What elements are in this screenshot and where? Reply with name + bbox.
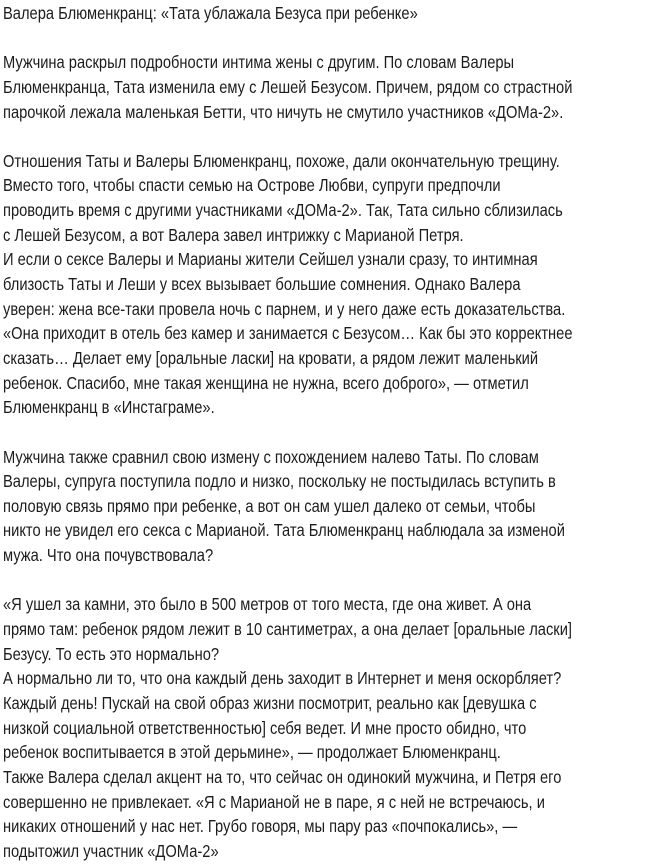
spacer	[3, 26, 670, 51]
text-line: И если о сексе Валеры и Марианы жители Сейшел узнали сразу, то интимная	[3, 249, 538, 270]
text-line: Также Валера сделал акцент на то, что сейчас он одинокий мужчина, и Петря его	[3, 766, 562, 787]
text-line: совершенно не привлекает. «Я с Марианой не в паре, я с ней не встречаюсь, и	[3, 791, 545, 812]
paragraph-2	[3, 149, 670, 420]
article-title: Валера Блюменкранц: «Тата ублажала Безуса при ребенке»	[3, 3, 418, 23]
text-line: «Я ушел за камни, это было в 500 метров от того места, где она живет. А она	[3, 594, 532, 615]
text-line: Отношения Таты и Валеры Блюменкранц, похоже, дали окончательную трещину.	[3, 150, 560, 171]
text-line: Безусу. То есть это нормально?	[3, 643, 220, 664]
text-line: низкой социальной ответственностью] себя ведет. И мне просто обидно, что	[3, 717, 527, 738]
text-line: парочкой лежала маленькая Бетти, что ничуть не смутило участников «ДОМа-2».	[3, 101, 564, 122]
text-line: мужа. Что она почувствовала?	[3, 545, 214, 566]
text-line: ребенок. Спасибо, мне такая женщина не нужна, всего доброго», — отметил	[3, 372, 529, 393]
text-line: проводить время с другими участниками «ДОМа-2». Так, Тата сильно сблизилась	[3, 200, 563, 221]
text-line: Блюменкранца, Тата изменила ему с Лешей Безусом. Причем, рядом со страстной	[3, 76, 573, 97]
text-line: ребенок воспитывается в этой дерьмине», — продолжает Блюменкранц.	[3, 742, 501, 763]
article	[3, 1, 670, 863]
paragraph-1	[3, 50, 670, 124]
text-line: Мужчина раскрыл подробности интима жены с другим. По словам Валеры	[3, 52, 515, 73]
text-line: Блюменкранц в «Инстаграме».	[3, 397, 215, 418]
text-line: с Лешей Безусом, а вот Валера завел интрижку с Марианой Петря.	[3, 224, 464, 245]
text-line: близость Таты и Леши у всех вызывает большие сомнения. Однако Валера	[3, 274, 521, 295]
text-line: прямо там: ребенок рядом лежит в 10 сантиметрах, а она делает [оральные ласки]	[3, 619, 573, 640]
text-line: А нормально ли то, что она каждый день заходит в Интернет и меня оскорбляет?	[3, 668, 562, 689]
paragraph-4	[3, 592, 670, 863]
text-line: никаких отношений у нас нет. Грубо говоря, мы пару раз «почпокались», —	[3, 816, 518, 837]
text-line: Мужчина также сравнил свою измену с похождением налево Таты. По словам	[3, 446, 539, 467]
spacer	[3, 420, 670, 445]
text-line: никто не увидел его секса с Марианой. Тата Блюменкранц наблюдала за изменой	[3, 520, 565, 541]
text-line: половую связь прямо при ребенке, а вот он сам ушел далеко от семьи, чтобы	[3, 495, 536, 516]
text-line: уверен: жена все-таки провела ночь с парнем, и у него даже есть доказательства.	[3, 298, 566, 319]
spacer	[3, 124, 670, 149]
text-line: «Она приходит в отель без камер и занимается с Безусом… Как бы это корректнее	[3, 323, 573, 344]
text-line: Каждый день! Пускай на свой образ жизни посмотрит, реально как [девушка с	[3, 692, 537, 713]
text-line: подытожил участник «ДОМа-2»	[3, 840, 219, 861]
paragraph-3	[3, 445, 670, 568]
text-line: Вместо того, чтобы спасти семью на Острове Любви, супруги предпочли	[3, 175, 501, 196]
text-line: Валеры, супруга поступила подло и низко, поскольку не постыдилась вступить в	[3, 471, 556, 492]
spacer	[3, 568, 670, 593]
text-line: сказать… Делает ему [оральные ласки] на кровати, а рядом лежит маленький	[3, 347, 539, 368]
